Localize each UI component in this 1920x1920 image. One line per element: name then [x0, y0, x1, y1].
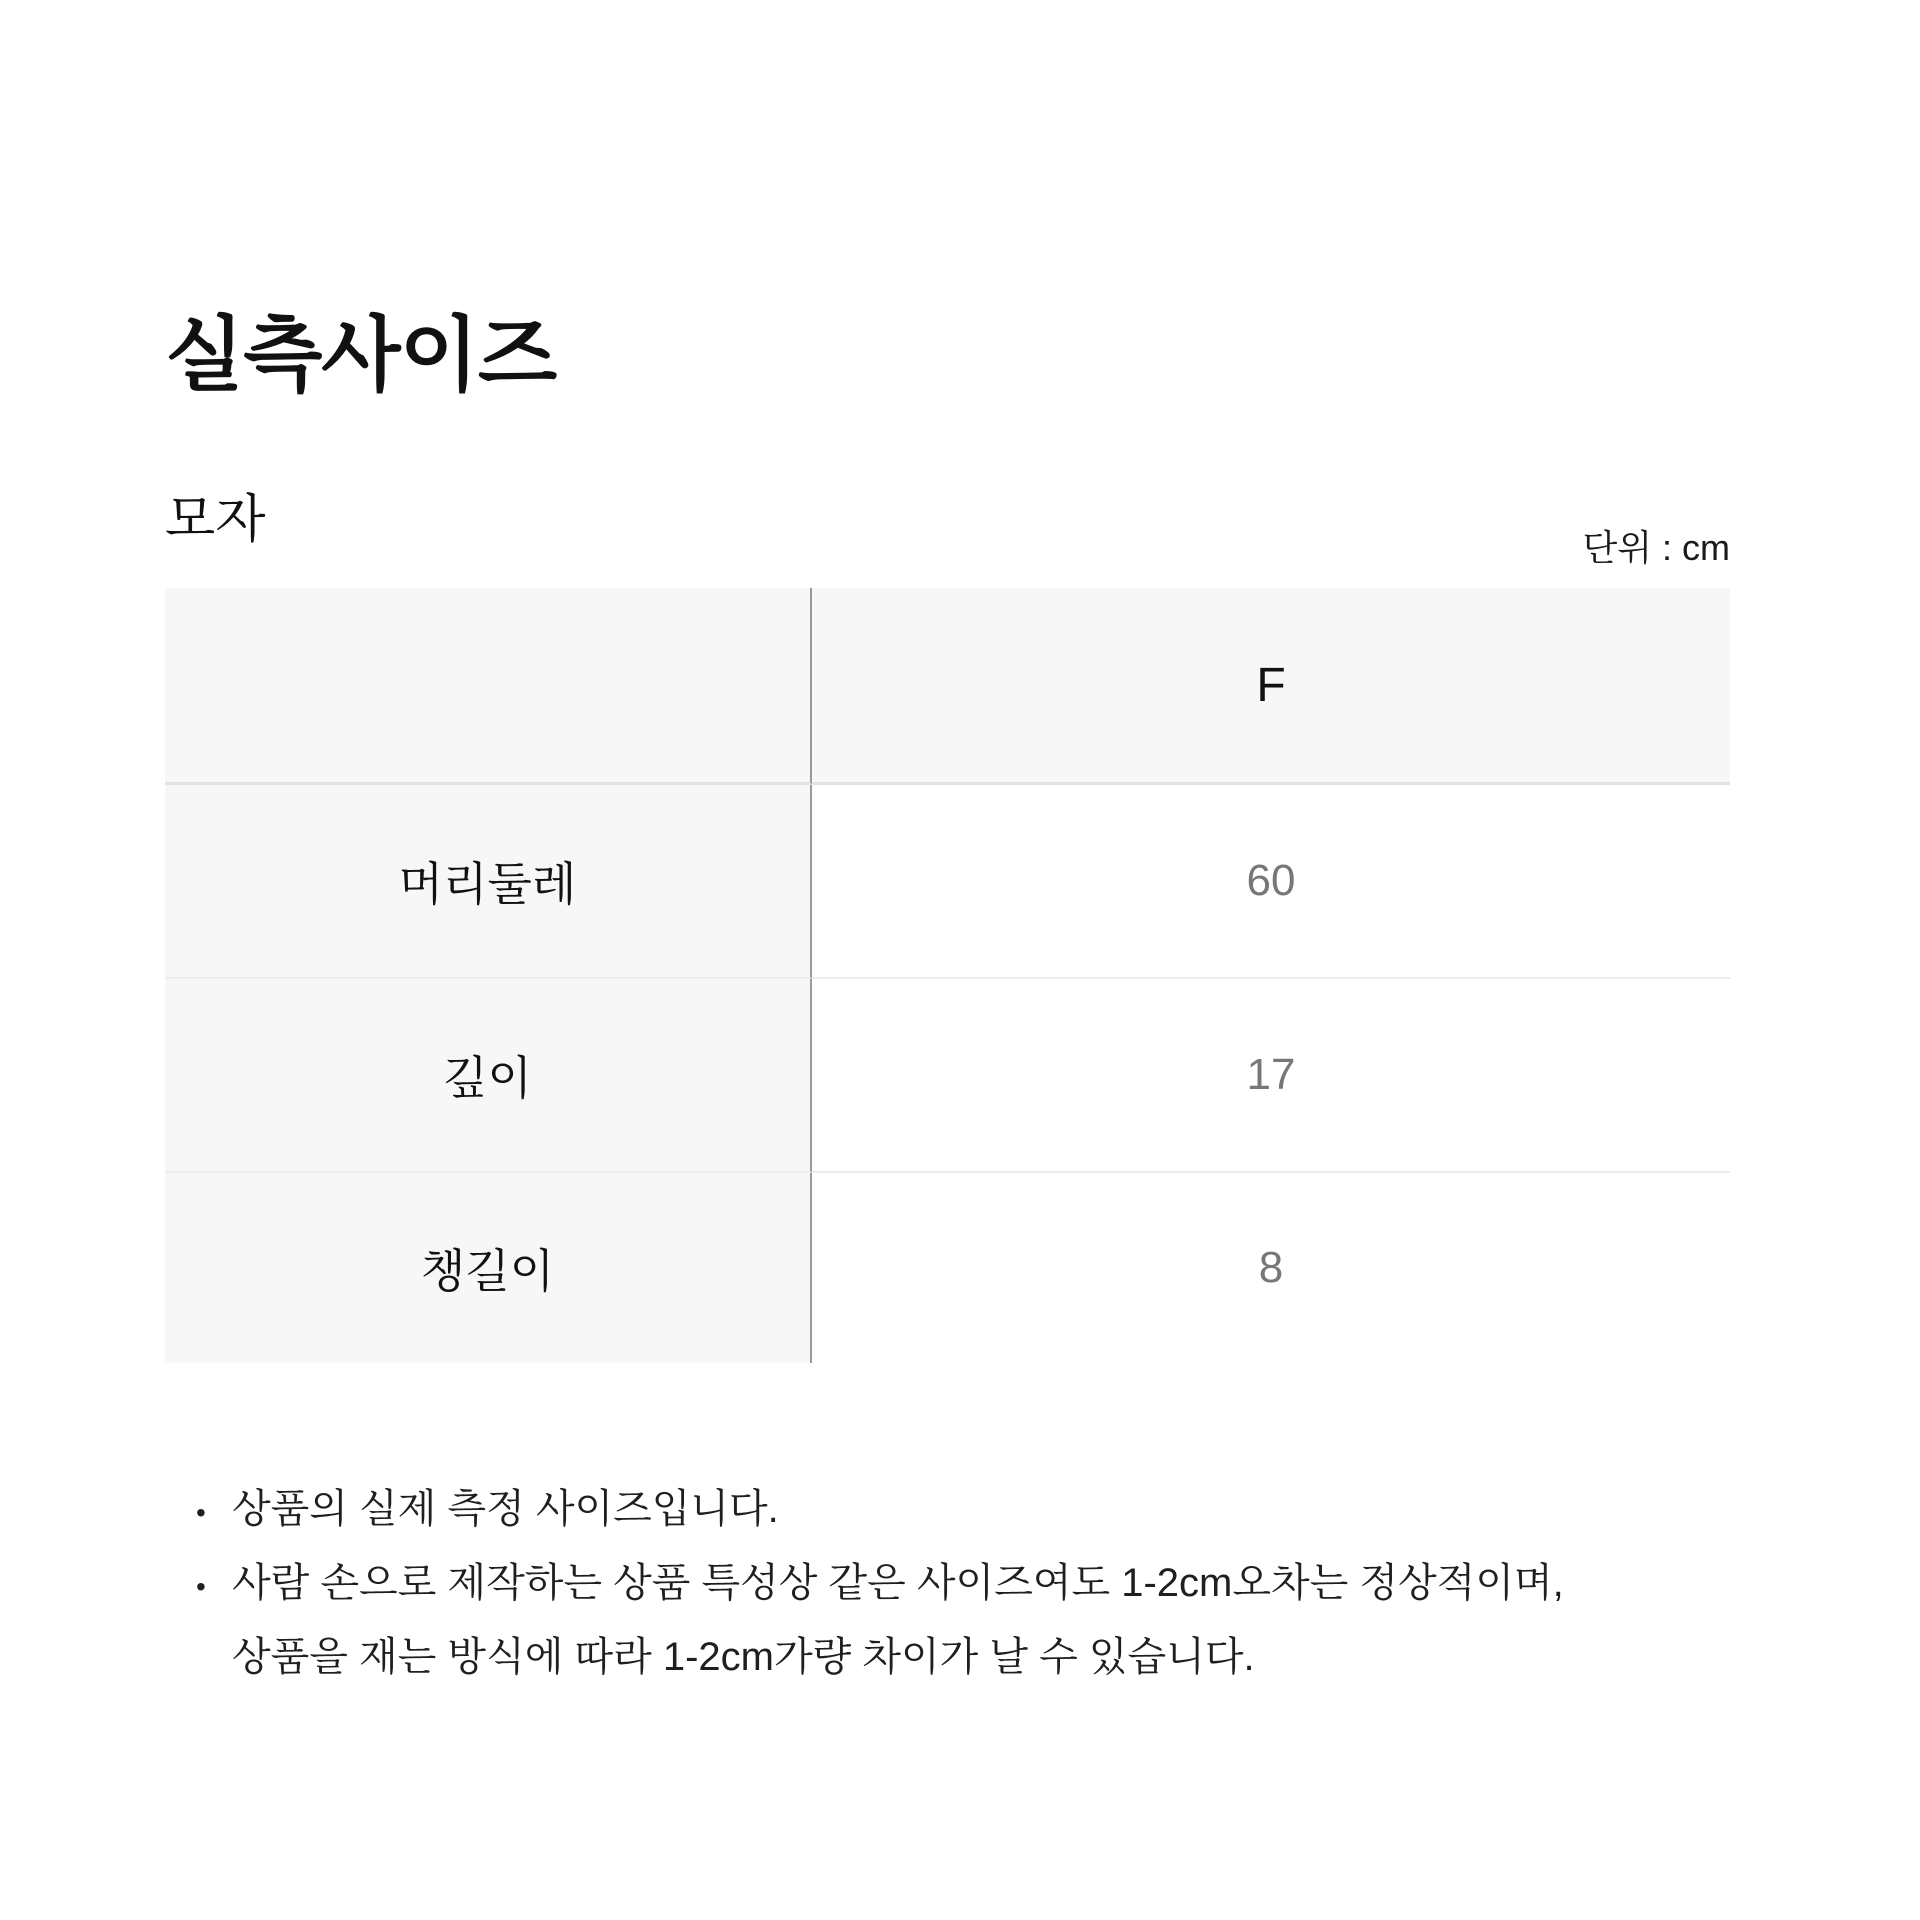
note-text: 상품을 재는 방식에 따라 1-2cm가량 차이가 날 수 있습니다. — [232, 1635, 1255, 1679]
note-text: 사람 손으로 제작하는 상품 특성상 같은 사이즈여도 1-2cm오차는 정상적이며, — [232, 1561, 1564, 1605]
page-title: 실측사이즈 — [165, 309, 557, 401]
size-table — [165, 588, 1730, 1363]
disclaimer-notes — [196, 1474, 1564, 1696]
note-line — [196, 1548, 1564, 1622]
note-text: 상품의 실제 측정 사이즈입니다. — [232, 1487, 779, 1531]
note-line-continuation — [196, 1622, 1564, 1696]
unit-label: 단위 : cm — [1582, 527, 1730, 568]
row-label-brim-length: 챙길이 — [165, 1173, 812, 1363]
note-line — [196, 1474, 1564, 1548]
row-label-head-circumference: 머리둘레 — [165, 785, 812, 979]
table-header-size-cell: F — [812, 588, 1730, 785]
bullet-icon: • — [196, 1497, 206, 1528]
row-value-head-circumference: 60 — [812, 785, 1730, 979]
product-category-subtitle: 모자 — [165, 491, 266, 550]
row-value-brim-length: 8 — [812, 1173, 1730, 1363]
row-label-depth: 깊이 — [165, 979, 812, 1173]
bullet-icon: • — [196, 1571, 206, 1602]
table-header-empty-cell — [165, 588, 812, 785]
row-value-depth: 17 — [812, 979, 1730, 1173]
